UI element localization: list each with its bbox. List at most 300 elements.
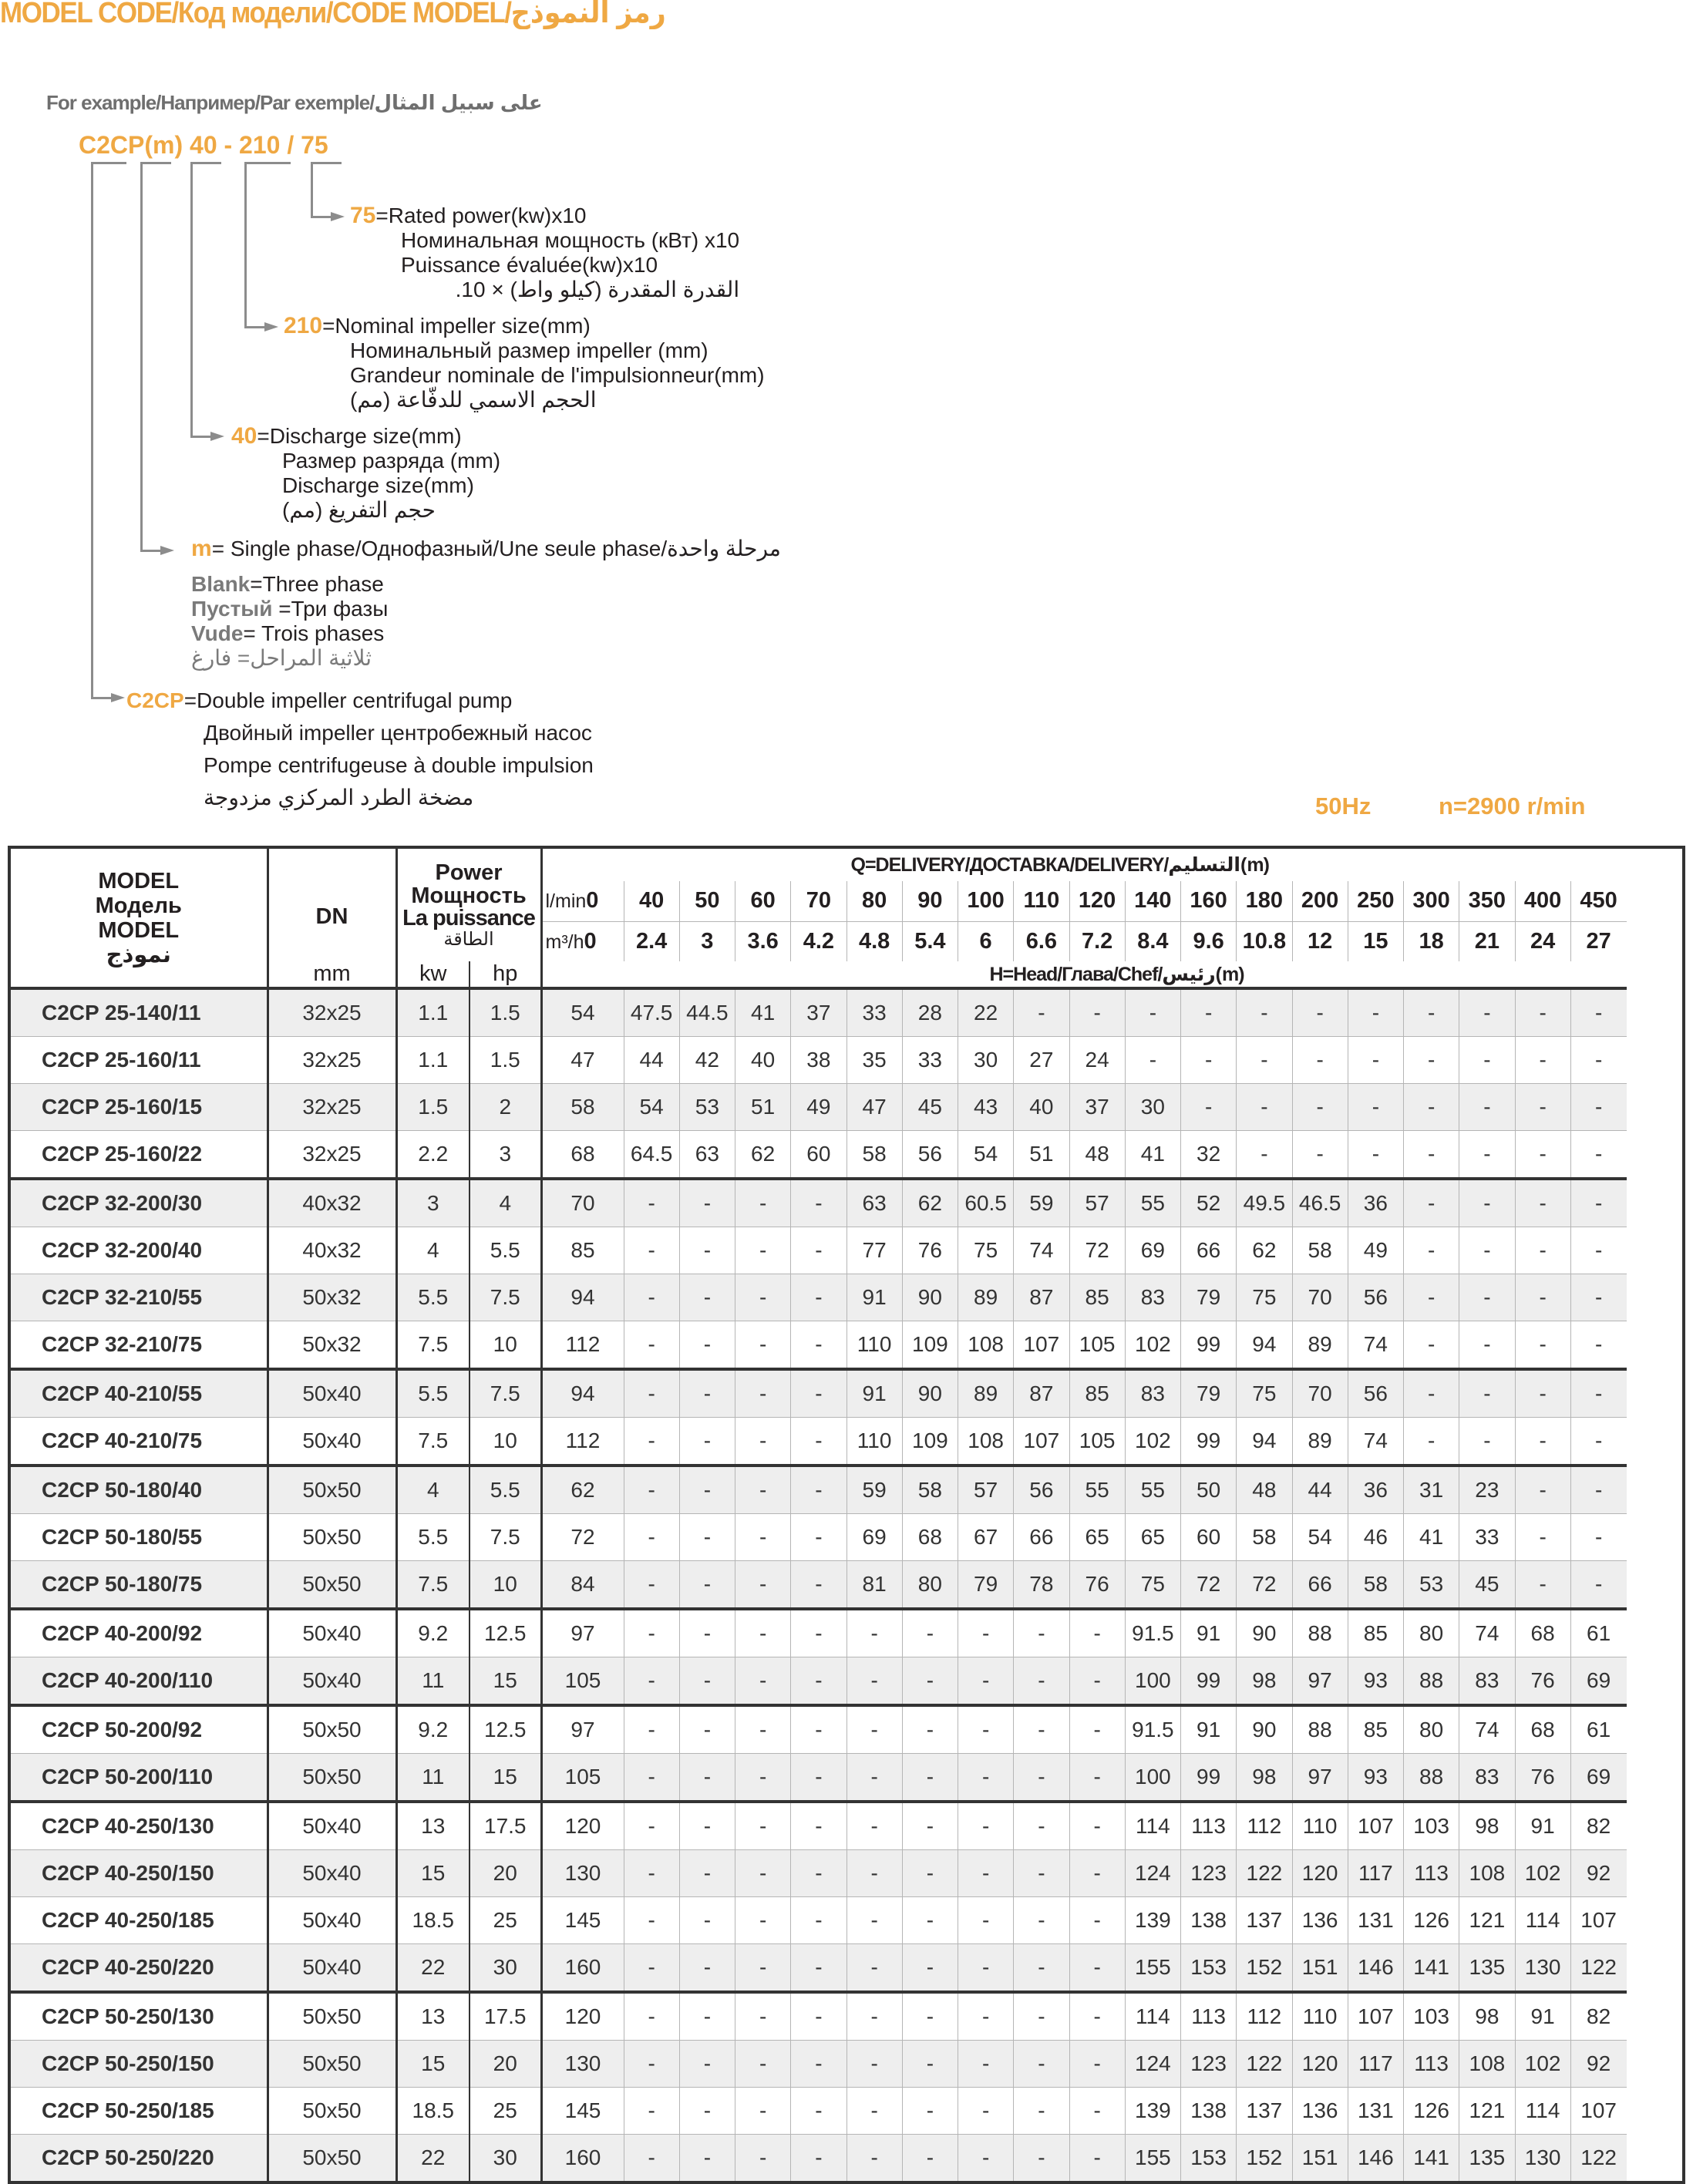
- head-cell: -: [735, 1705, 791, 1754]
- head-cell: 55: [1069, 1466, 1125, 1514]
- head-cell: 51: [735, 1084, 791, 1131]
- flow-m3h: 9.6: [1181, 921, 1237, 961]
- head-cell: 100: [1125, 1754, 1180, 1802]
- dn-cell: 50x40: [268, 1944, 396, 1993]
- head-cell: -: [1292, 988, 1348, 1037]
- head-cell: 102: [1515, 1850, 1570, 1897]
- head-cell: 76: [902, 1227, 958, 1274]
- head-cell: 91: [1181, 1705, 1237, 1754]
- head-cell: 114: [1515, 1897, 1570, 1944]
- model-cell: C2CP 32-210/55: [11, 1274, 268, 1321]
- dn-cell: 32x25: [268, 988, 396, 1037]
- hp-cell: 15: [470, 1754, 541, 1802]
- head-cell: 80: [902, 1561, 958, 1610]
- head-cell: 35: [846, 1037, 902, 1084]
- head-cell: 44.5: [679, 988, 735, 1037]
- head-cell: -: [1459, 1179, 1515, 1227]
- head-cell: 120: [1292, 1850, 1348, 1897]
- definition-blank-three-phase: [191, 572, 388, 671]
- head-cell: 139: [1125, 2088, 1180, 2135]
- hp-cell: 20: [470, 1850, 541, 1897]
- head-cell: -: [735, 1754, 791, 1802]
- head-cell: -: [679, 1561, 735, 1610]
- head-cell: -: [846, 1802, 902, 1850]
- head-cell: 98: [1459, 1802, 1515, 1850]
- head-cell: -: [1515, 1466, 1570, 1514]
- blank-key: Пустый: [191, 597, 273, 621]
- head-cell: 113: [1404, 2041, 1459, 2088]
- head-cell: 112: [1237, 1802, 1292, 1850]
- model-cell: C2CP 50-180/75: [11, 1561, 268, 1610]
- head-cell: 47: [541, 1037, 624, 1084]
- head-cell: -: [624, 1369, 679, 1418]
- head-cell: 91: [846, 1274, 902, 1321]
- head-cell: -: [1404, 1369, 1459, 1418]
- head-cell: -: [1404, 988, 1459, 1037]
- table-row: [11, 1897, 1682, 1944]
- head-cell: 30: [958, 1037, 1014, 1084]
- example-label: For example/Например/Par exemple/على سبيل المثال: [46, 91, 543, 114]
- head-cell: -: [846, 1992, 902, 2041]
- head-cell: -: [735, 1227, 791, 1274]
- head-cell: 49.5: [1237, 1179, 1292, 1227]
- head-cell: 77: [846, 1227, 902, 1274]
- head-cell: 66: [1181, 1227, 1237, 1274]
- head-cell: 62: [541, 1466, 624, 1514]
- head-cell: 113: [1181, 1992, 1237, 2041]
- head-cell: -: [1570, 1274, 1626, 1321]
- head-cell: -: [735, 1179, 791, 1227]
- head-cell: -: [791, 1850, 846, 1897]
- hp-cell: 7.5: [470, 1369, 541, 1418]
- kw-cell: 11: [396, 1754, 470, 1802]
- head-cell: -: [1404, 1321, 1459, 1370]
- head-cell: -: [679, 1609, 735, 1657]
- head-cell: 69: [846, 1514, 902, 1561]
- flow-lmin: 350: [1459, 881, 1515, 921]
- kw-cell: 5.5: [396, 1369, 470, 1418]
- head-cell: -: [679, 1850, 735, 1897]
- flow-m3h: 7.2: [1069, 921, 1125, 961]
- head-cell: -: [1404, 1179, 1459, 1227]
- head-cell: 83: [1125, 1274, 1180, 1321]
- blank-text: = Trois phases: [243, 621, 385, 645]
- header-model-en: MODEL: [98, 868, 180, 893]
- head-cell: 141: [1404, 1944, 1459, 1993]
- head-cell: -: [1014, 1754, 1069, 1802]
- head-cell: 78: [1014, 1561, 1069, 1610]
- definition-text: = Single phase/Однофазный/Une seule phase/مرحلة واحدة: [211, 537, 781, 560]
- head-cell: 136: [1292, 2088, 1348, 2135]
- head-cell: 122: [1237, 2041, 1292, 2088]
- head-cell: -: [846, 1897, 902, 1944]
- head-cell: 22: [958, 988, 1014, 1037]
- head-cell: 145: [541, 1897, 624, 1944]
- head-cell: -: [1515, 1084, 1570, 1131]
- flow-lmin: 200: [1292, 881, 1348, 921]
- head-cell: 103: [1404, 1992, 1459, 2041]
- head-cell: 36: [1348, 1466, 1403, 1514]
- dn-cell: 32x25: [268, 1131, 396, 1179]
- head-cell: 91: [846, 1369, 902, 1418]
- head-cell: -: [846, 1657, 902, 1706]
- head-cell: 99: [1181, 1754, 1237, 1802]
- head-cell: -: [902, 2041, 958, 2088]
- hp-cell: 25: [470, 2088, 541, 2135]
- head-cell: 46: [1348, 1514, 1403, 1561]
- table-row: [11, 1514, 1682, 1561]
- head-cell: 69: [1125, 1227, 1180, 1274]
- head-cell: -: [624, 1227, 679, 1274]
- kw-cell: 9.2: [396, 1609, 470, 1657]
- head-cell: 122: [1237, 1850, 1292, 1897]
- head-cell: -: [1069, 1802, 1125, 1850]
- flow-lmin: 100: [958, 881, 1014, 921]
- head-cell: 146: [1348, 2135, 1403, 2182]
- definition-text-ru: Размер разряда (mm): [282, 449, 501, 473]
- head-cell: 160: [541, 1944, 624, 1993]
- flow-m3h: 27: [1586, 928, 1611, 954]
- head-cell: 88: [1404, 1657, 1459, 1706]
- head-cell: -: [624, 2135, 679, 2182]
- arrow-icon: [160, 546, 174, 555]
- head-cell: -: [679, 1227, 735, 1274]
- head-cell: -: [791, 1754, 846, 1802]
- head-cell: 91.5: [1125, 1705, 1180, 1754]
- head-cell: 62: [902, 1179, 958, 1227]
- head-cell: 131: [1348, 1897, 1403, 1944]
- kw-cell: 22: [396, 1944, 470, 1993]
- kw-cell: 2.2: [396, 1131, 470, 1179]
- head-cell: -: [1459, 988, 1515, 1037]
- head-cell: -: [1069, 2088, 1125, 2135]
- flow-m3h: 15: [1348, 921, 1403, 961]
- head-cell: -: [735, 1369, 791, 1418]
- head-cell: 68: [1515, 1705, 1570, 1754]
- kw-cell: 18.5: [396, 2088, 470, 2135]
- head-cell: -: [624, 1705, 679, 1754]
- table-row: [11, 1131, 1682, 1179]
- definition-impeller-size: [284, 314, 765, 412]
- dn-cell: 50x50: [268, 1754, 396, 1802]
- head-cell: 87: [1014, 1369, 1069, 1418]
- table-row: [11, 1850, 1682, 1897]
- head-cell: 93: [1348, 1754, 1403, 1802]
- head-cell: 97: [1292, 1754, 1348, 1802]
- model-cell: C2CP 32-200/40: [11, 1227, 268, 1274]
- head-cell: -: [1237, 1037, 1292, 1084]
- head-cell: -: [1014, 1992, 1069, 2041]
- head-cell: 94: [541, 1274, 624, 1321]
- head-cell: -: [624, 2041, 679, 2088]
- head-cell: 126: [1404, 1897, 1459, 1944]
- model-cell: C2CP 50-200/92: [11, 1705, 268, 1754]
- head-cell: 108: [1459, 1850, 1515, 1897]
- head-cell: 74: [1348, 1418, 1403, 1466]
- head-cell: 85: [1348, 1705, 1403, 1754]
- dn-cell: 50x50: [268, 1705, 396, 1754]
- head-cell: 137: [1237, 2088, 1292, 2135]
- head-cell: 66: [1014, 1514, 1069, 1561]
- header-head: H=Head/Глава/Chef/رئيس(m): [989, 963, 1245, 985]
- head-cell: 41: [1404, 1514, 1459, 1561]
- head-cell: 85: [541, 1227, 624, 1274]
- table-row: [11, 2135, 1682, 2182]
- head-cell: -: [846, 1609, 902, 1657]
- definition-text-ru: Двойный impeller центробежный насос: [204, 721, 592, 745]
- model-cell: C2CP 25-140/11: [11, 988, 268, 1037]
- head-cell: -: [735, 2041, 791, 2088]
- head-cell: 37: [1069, 1084, 1125, 1131]
- head-cell: -: [902, 1897, 958, 1944]
- head-cell: 89: [1292, 1418, 1348, 1466]
- head-cell: 74: [1459, 1609, 1515, 1657]
- table-row: [11, 1179, 1682, 1227]
- head-cell: -: [1014, 1850, 1069, 1897]
- flow-lmin: 250: [1348, 881, 1403, 921]
- flow-lmin: 90: [902, 881, 958, 921]
- head-cell: -: [1069, 1609, 1125, 1657]
- head-cell: -: [1348, 1084, 1403, 1131]
- model-cell: C2CP 50-250/130: [11, 1992, 268, 2041]
- hp-cell: 10: [470, 1418, 541, 1466]
- arrow-icon: [264, 322, 278, 331]
- head-cell: 98: [1237, 1657, 1292, 1706]
- table-row: [11, 2041, 1682, 2088]
- head-cell: -: [958, 2088, 1014, 2135]
- head-cell: 90: [1237, 1609, 1292, 1657]
- head-cell: 33: [1459, 1514, 1515, 1561]
- flow-value: 0: [586, 888, 599, 914]
- head-cell: 110: [1292, 1802, 1348, 1850]
- head-cell: 63: [679, 1131, 735, 1179]
- head-cell: -: [846, 2088, 902, 2135]
- head-cell: 91: [1181, 1609, 1237, 1657]
- head-cell: 136: [1292, 1897, 1348, 1944]
- header-model: [11, 849, 268, 988]
- head-cell: -: [1292, 1084, 1348, 1131]
- head-cell: -: [846, 2041, 902, 2088]
- kw-cell: 7.5: [396, 1418, 470, 1466]
- head-cell: -: [1570, 1466, 1626, 1514]
- head-cell: 84: [541, 1561, 624, 1610]
- head-cell: -: [1014, 988, 1069, 1037]
- model-cell: C2CP 50-200/110: [11, 1754, 268, 1802]
- head-cell: 88: [1292, 1609, 1348, 1657]
- kw-cell: 7.5: [396, 1561, 470, 1610]
- head-cell: -: [1570, 1321, 1626, 1370]
- header-power: [396, 849, 541, 961]
- head-cell: 107: [1570, 2088, 1626, 2135]
- head-cell: -: [791, 1227, 846, 1274]
- head-cell: 105: [541, 1754, 624, 1802]
- head-cell: 58: [846, 1131, 902, 1179]
- kw-cell: 13: [396, 1992, 470, 2041]
- head-cell: -: [846, 1754, 902, 1802]
- head-cell: -: [624, 2088, 679, 2135]
- head-cell: 135: [1459, 2135, 1515, 2182]
- head-cell: -: [624, 1466, 679, 1514]
- head-cell: -: [1069, 1850, 1125, 1897]
- head-cell: 65: [1069, 1514, 1125, 1561]
- header-m3h: [541, 921, 624, 961]
- head-cell: 91: [1515, 1802, 1570, 1850]
- head-cell: 160: [541, 2135, 624, 2182]
- head-cell: 79: [1181, 1274, 1237, 1321]
- arrow-icon: [331, 212, 345, 221]
- dn-cell: 50x40: [268, 1418, 396, 1466]
- head-cell: 32: [1181, 1131, 1237, 1179]
- head-cell: -: [679, 1514, 735, 1561]
- head-cell: 108: [1459, 2041, 1515, 2088]
- table-row: [11, 1609, 1682, 1657]
- head-cell: -: [791, 1369, 846, 1418]
- head-cell: 56: [1348, 1369, 1403, 1418]
- head-cell: 92: [1570, 2041, 1626, 2088]
- dn-cell: 50x40: [268, 1609, 396, 1657]
- head-cell: 94: [1237, 1418, 1292, 1466]
- head-cell: 105: [1069, 1418, 1125, 1466]
- definition-phase: [191, 537, 781, 561]
- head-cell: 70: [541, 1179, 624, 1227]
- head-cell: -: [679, 1944, 735, 1993]
- head-cell: 59: [1014, 1179, 1069, 1227]
- head-cell: 45: [1459, 1561, 1515, 1610]
- head-cell: -: [735, 2135, 791, 2182]
- header-dn-label: DN: [315, 904, 348, 929]
- head-cell: 38: [791, 1037, 846, 1084]
- head-cell: 54: [1292, 1514, 1348, 1561]
- head-cell: 91.5: [1125, 1609, 1180, 1657]
- model-cell: C2CP 50-250/150: [11, 2041, 268, 2088]
- head-cell: 109: [902, 1418, 958, 1466]
- head-cell: 24: [1069, 1037, 1125, 1084]
- head-cell: -: [1069, 1657, 1125, 1706]
- head-cell: 56: [902, 1131, 958, 1179]
- head-cell: -: [1237, 988, 1292, 1037]
- head-cell: 87: [1014, 1274, 1069, 1321]
- head-cell: 74: [1459, 1705, 1515, 1754]
- table-row: [11, 1084, 1682, 1131]
- dn-cell: 40x32: [268, 1227, 396, 1274]
- head-cell: -: [958, 1992, 1014, 2041]
- head-cell: 75: [1125, 1561, 1180, 1610]
- head-cell: 155: [1125, 2135, 1180, 2182]
- head-cell: 151: [1292, 2135, 1348, 2182]
- kw-cell: 1.1: [396, 988, 470, 1037]
- head-cell: 31: [1404, 1466, 1459, 1514]
- head-cell: 85: [1348, 1609, 1403, 1657]
- table-row: [11, 1321, 1682, 1370]
- head-cell: 121: [1459, 1897, 1515, 1944]
- model-cell: C2CP 40-250/220: [11, 1944, 268, 1993]
- flow-m3h: 3.6: [735, 921, 791, 961]
- header-delivery: Q=DELIVERY/ДОСТАВКА/DELIVERY/التسليم(m): [850, 854, 1270, 876]
- head-cell: -: [1348, 1037, 1403, 1084]
- flow-m3h: 4.2: [791, 921, 846, 961]
- head-cell: -: [902, 1609, 958, 1657]
- head-cell: 89: [958, 1274, 1014, 1321]
- blank-text: =Three phase: [250, 572, 384, 596]
- head-cell: -: [902, 2088, 958, 2135]
- hp-cell: 3: [470, 1131, 541, 1179]
- head-cell: -: [1459, 1274, 1515, 1321]
- head-cell: -: [679, 1802, 735, 1850]
- model-cell: C2CP 25-160/15: [11, 1084, 268, 1131]
- head-cell: -: [1515, 1179, 1570, 1227]
- head-cell: 69: [1570, 1754, 1626, 1802]
- arrow-icon: [111, 693, 125, 702]
- head-cell: 51: [1014, 1131, 1069, 1179]
- table-row: [11, 1705, 1682, 1754]
- head-cell: 138: [1181, 1897, 1237, 1944]
- model-cell: C2CP 32-200/30: [11, 1179, 268, 1227]
- head-cell: -: [1125, 988, 1180, 1037]
- head-cell: -: [1348, 988, 1403, 1037]
- definition-key: m: [191, 536, 212, 561]
- head-cell: -: [679, 1897, 735, 1944]
- head-cell: -: [679, 1179, 735, 1227]
- dn-cell: 50x50: [268, 2135, 396, 2182]
- head-cell: -: [1014, 1609, 1069, 1657]
- head-cell: -: [791, 1321, 846, 1370]
- head-cell: 58: [902, 1466, 958, 1514]
- speed-label: n=2900 r/min: [1439, 792, 1586, 819]
- head-cell: -: [1459, 1131, 1515, 1179]
- head-cell: -: [846, 1944, 902, 1993]
- head-cell: -: [1404, 1418, 1459, 1466]
- head-cell: -: [1237, 1131, 1292, 1179]
- head-cell: -: [1515, 988, 1570, 1037]
- dn-cell: 40x32: [268, 1179, 396, 1227]
- head-cell: 112: [541, 1418, 624, 1466]
- head-cell: 55: [1125, 1466, 1180, 1514]
- head-cell: 74: [1348, 1321, 1403, 1370]
- head-cell: -: [624, 1897, 679, 1944]
- lmin-unit: l/min: [545, 890, 587, 913]
- head-cell: -: [958, 1897, 1014, 1944]
- head-cell: 70: [1292, 1369, 1348, 1418]
- table-row: [11, 1802, 1682, 1850]
- hp-cell: 10: [470, 1561, 541, 1610]
- head-cell: -: [1181, 1037, 1237, 1084]
- definition-text-ar: القدرة المقدرة (كيلو واط) × 10.: [455, 278, 740, 301]
- head-cell: -: [902, 1850, 958, 1897]
- head-cell: 120: [541, 1802, 624, 1850]
- head-cell: 94: [541, 1369, 624, 1418]
- head-cell: 58: [541, 1084, 624, 1131]
- table-row: [11, 1992, 1682, 2041]
- flow-m3h: 6.6: [1014, 921, 1069, 961]
- head-cell: 72: [541, 1514, 624, 1561]
- model-cell: C2CP 50-250/220: [11, 2135, 268, 2182]
- head-cell: -: [1459, 1084, 1515, 1131]
- head-cell: 70: [1292, 1274, 1348, 1321]
- head-cell: 83: [1459, 1657, 1515, 1706]
- head-cell: 107: [1014, 1321, 1069, 1370]
- definition-rated-power: [350, 204, 739, 302]
- head-cell: -: [1515, 1274, 1570, 1321]
- head-cell: 126: [1404, 2088, 1459, 2135]
- flow-lmin: 50: [679, 881, 735, 921]
- header-dn: [268, 849, 396, 961]
- head-cell: 114: [1515, 2088, 1570, 2135]
- head-cell: 113: [1404, 1850, 1459, 1897]
- head-cell: 41: [735, 988, 791, 1037]
- head-cell: 90: [902, 1274, 958, 1321]
- dn-cell: 32x25: [268, 1037, 396, 1084]
- flow-lmin: 60: [735, 881, 791, 921]
